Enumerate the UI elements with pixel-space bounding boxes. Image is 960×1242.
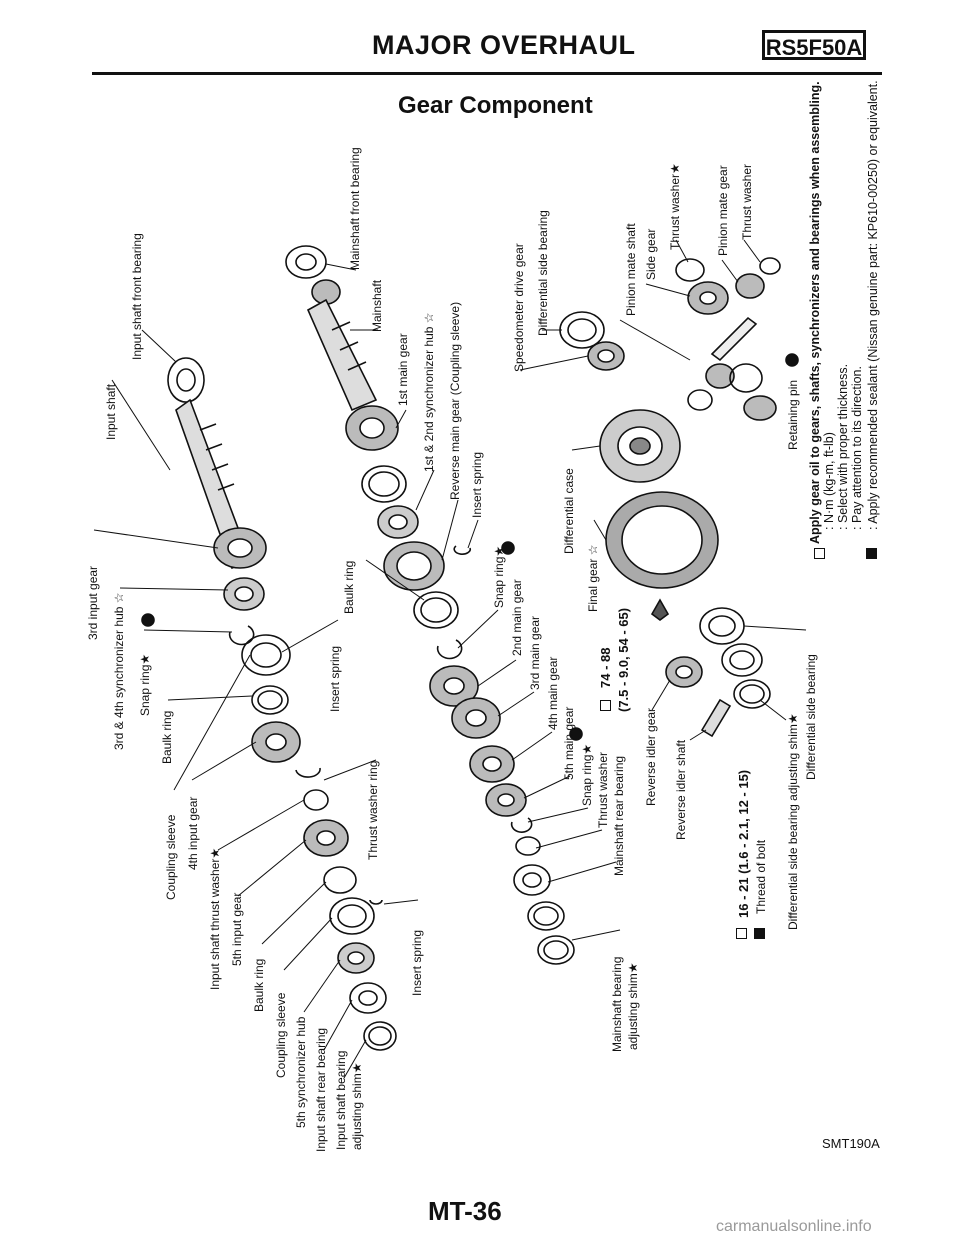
label-torque-2: 16 - 21 (1.6 - 2.1, 12 - 15): [736, 769, 751, 918]
mainshaft-part: [308, 300, 376, 410]
watermark-text: carmanualsonline.info: [716, 1218, 872, 1235]
side-gear-part: [688, 282, 728, 314]
input-shaft-front-bearing-part: [168, 358, 204, 402]
sealant-legend-icon: [866, 548, 877, 559]
label-reverse-idler-shaft: Reverse idler shaft: [674, 739, 688, 840]
label-baulk-ring-1: Baulk ring: [160, 710, 174, 764]
note-direction: : Pay attention to its direction.: [850, 366, 864, 530]
page-header-title: MAJOR OVERHAUL: [372, 30, 636, 60]
reverse-idler-gear-part: [666, 657, 702, 687]
input-shaft-thrust-washer-part: [304, 790, 328, 810]
label-snap-ring-3: Snap ring★: [580, 743, 594, 806]
label-snap-ring-2: Snap ring★: [492, 545, 506, 608]
label-mainshaft-shim-1: Mainshaft bearing: [610, 956, 624, 1052]
baulk-ring-3-part: [362, 466, 406, 502]
final-gear-part: [606, 492, 718, 588]
differential-side-bearing-2-part: [700, 608, 762, 676]
snap-ring-2-part: [438, 640, 462, 658]
label-torque-1-a: 74 - 88: [598, 647, 613, 688]
mainshaft-rear-bearing-part: [514, 865, 550, 895]
differential-case-part: [600, 410, 680, 482]
label-thrust-washer-diff-1: Thrust washer★: [668, 163, 682, 250]
label-side-gear: Side gear: [644, 228, 658, 280]
mainshaft-shim-part: [528, 902, 574, 964]
third-main-gear-part: [452, 698, 500, 738]
label-second-main-gear: 2nd main gear: [510, 579, 524, 656]
label-input-shaft-thrust-washer: Input shaft thrust washer★: [208, 847, 222, 990]
differential-side-bearing-1-part: [560, 312, 604, 348]
label-reverse-main-gear: Reverse main gear (Coupling sleeve): [448, 301, 462, 500]
fifth-sync-hub-part: [338, 943, 374, 973]
label-mainshaft-shim-2: adjusting shim★: [626, 962, 640, 1050]
thrust-washer-ring-part: [296, 768, 320, 777]
input-shaft-shim-part: [364, 1022, 396, 1050]
label-fourth-main-gear: 4th main gear: [546, 656, 560, 730]
retaining-pin-part: [688, 364, 776, 420]
baulk-ring-2-part: [324, 867, 356, 893]
label-pinion-mate-gear: Pinion mate gear: [716, 165, 730, 256]
label-baulk-ring-3: Baulk ring: [342, 560, 356, 614]
label-differential-side-bearing-1: Differential side bearing: [536, 210, 550, 336]
label-coupling-sleeve-1: Coupling sleeve: [164, 814, 178, 900]
note-nm: : N·m (kg-m, ft-lb): [822, 432, 836, 530]
label-final-gear: Final gear ☆: [586, 544, 600, 612]
label-input-shaft-rear-bearing: Input shaft rear bearing: [314, 1027, 328, 1152]
final-gear-bolt-part: [652, 600, 668, 620]
mainshaft-front-bearing-part: [286, 246, 340, 304]
label-fifth-input-gear: 5th input gear: [230, 892, 244, 966]
label-mainshaft-rear-bearing: Mainshaft rear bearing: [612, 755, 626, 876]
page-number: MT-36: [428, 1196, 502, 1226]
label-thread-of-bolt: Thread of bolt: [754, 839, 768, 914]
label-differential-side-bearing-2: Differential side bearing: [804, 654, 818, 780]
label-fourth-input-gear: 4th input gear: [186, 796, 200, 870]
model-code-box: RS5F50A: [762, 30, 866, 60]
fifth-input-gear-part: [304, 820, 348, 856]
label-input-shaft: Input shaft: [104, 383, 118, 440]
label-thrust-washer-diff-2: Thrust washer: [740, 163, 754, 240]
label-third-main-gear: 3rd main gear: [528, 615, 542, 690]
label-mainshaft: Mainshaft: [370, 279, 384, 332]
coupling-sleeve-1-part: [242, 635, 290, 675]
thrust-washer-main-part: [516, 837, 540, 855]
label-pinion-mate-shaft: Pinion mate shaft: [624, 223, 638, 316]
label-fifth-sync-hub: 5th synchronizer hub: [294, 1016, 308, 1128]
label-insert-spring-3: Insert spring: [470, 451, 484, 518]
label-speedometer-drive-gear: Speedometer drive gear: [512, 243, 526, 372]
torque-icon-2: [736, 928, 747, 939]
baulk-ring-1-part: [252, 686, 288, 714]
fourth-input-gear-part: [252, 722, 300, 762]
label-baulk-ring-2: Baulk ring: [252, 958, 266, 1012]
reverse-idler-shaft-part: [702, 700, 730, 736]
figure-code: SMT190A: [822, 1136, 880, 1151]
label-thrust-washer-main: Thrust washer: [596, 751, 610, 828]
label-diff-shim: Differential side bearing adjusting shim★: [786, 713, 800, 930]
sync-hub-34-part: [224, 578, 264, 610]
label-first-main-gear: 1st main gear: [396, 333, 410, 406]
label-input-shaft-front-bearing: Input shaft front bearing: [130, 233, 144, 360]
fourth-main-gear-part: [470, 746, 514, 782]
coupling-sleeve-2-part: [330, 898, 374, 934]
label-third-input-gear: 3rd input gear: [86, 565, 100, 640]
snap-ring-3-part: [512, 818, 532, 832]
label-sync-hub-12: 1st & 2nd synchronizer hub ☆: [422, 312, 436, 472]
label-insert-spring-1: Insert spring: [328, 645, 342, 712]
insert-spring-2-part: [370, 900, 382, 904]
label-fifth-main-gear: 5th main gear: [562, 706, 576, 780]
section-title: Gear Component: [398, 92, 593, 119]
label-input-shaft-shim-1: Input shaft bearing: [334, 1050, 348, 1150]
label-differential-case: Differential case: [562, 468, 576, 554]
third-input-gear-part: [214, 528, 266, 568]
note-sealant: : Apply recommended sealant (Nissan genuine part: KP610-00250) or equivalent.: [866, 80, 880, 530]
pinion-mate-shaft-part: [712, 318, 756, 360]
speedometer-drive-gear-part: [588, 342, 624, 370]
label-insert-spring-2: Insert spring: [410, 929, 424, 996]
first-main-gear-part: [346, 406, 398, 450]
label-input-shaft-shim-2: adjusting shim★: [350, 1062, 364, 1150]
note-apply-gear-oil: Apply gear oil to gears, shafts, synchronizers and bearings when assembling.: [808, 81, 822, 544]
label-snap-ring-1: Snap ring★: [138, 653, 152, 716]
fifth-main-gear-part: [486, 784, 526, 816]
snap-ring-1-part: [230, 626, 254, 644]
sealant-icon-1: [754, 928, 765, 939]
label-thrust-washer-ring: Thrust washer ring: [366, 760, 380, 860]
note-select-thickness: : Select with proper thickness.: [836, 363, 850, 530]
label-coupling-sleeve-2: Coupling sleeve: [274, 992, 288, 1078]
label-torque-1-b: (7.5 - 9.0, 54 - 65): [616, 607, 631, 712]
torque-legend-icon: [814, 548, 825, 559]
pinion-mate-gear-part: [736, 258, 780, 298]
label-mainshaft-front-bearing: Mainshaft front bearing: [348, 147, 362, 270]
input-shaft-rear-bearing-part: [350, 983, 386, 1013]
torque-icon-1: [600, 700, 611, 711]
reverse-main-gear-part: [384, 542, 444, 590]
thrust-washer-diff-1-part: [676, 259, 704, 281]
label-sync-hub-34: 3rd & 4th synchronizer hub ☆: [112, 592, 126, 750]
sync-hub-12-part: [378, 506, 418, 538]
label-retaining-pin: Retaining pin: [786, 379, 800, 450]
label-reverse-idler-gear: Reverse idler gear: [644, 707, 658, 806]
